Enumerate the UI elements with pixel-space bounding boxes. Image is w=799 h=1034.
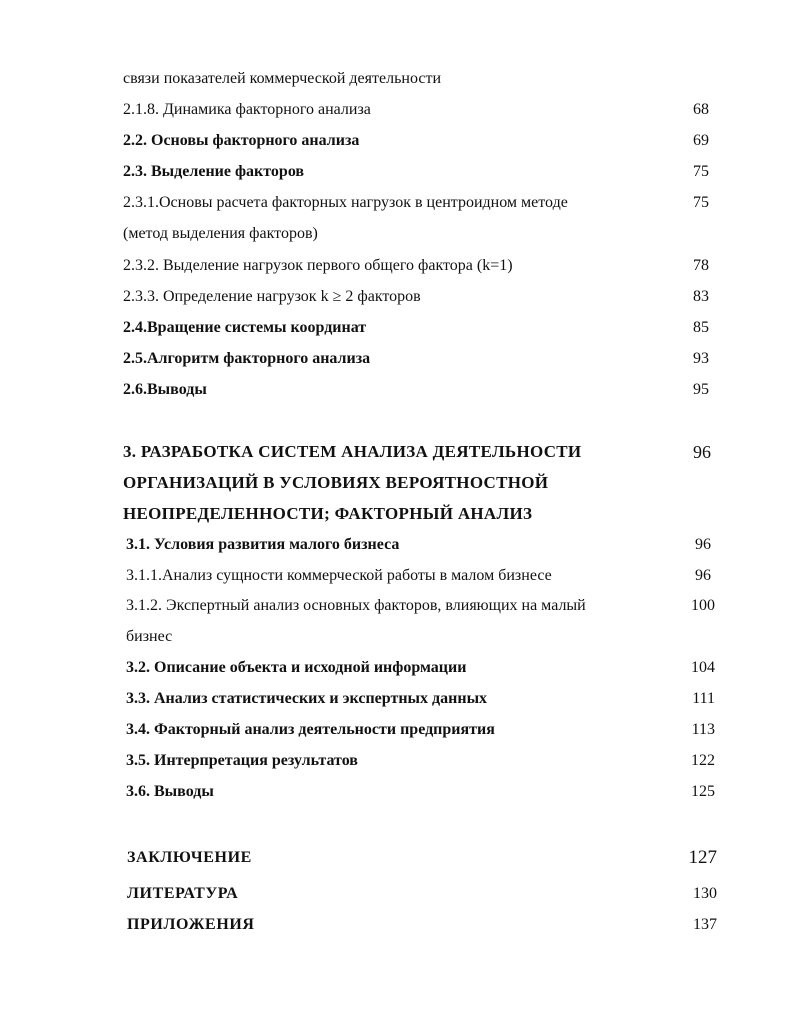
toc-entry-2-3-3 [0, 287, 799, 315]
toc-entry-title: 2.3.1.Основы расчета факторных нагрузок в центроидном методе [123, 194, 568, 211]
toc-entry-appendices [0, 915, 799, 943]
toc-entry-page: 75 [693, 194, 709, 211]
toc-entry-2-3 [0, 162, 799, 190]
toc-entry-page: 113 [691, 721, 715, 738]
toc-entry-title: 3.1.1.Анализ сущности коммерческой работы в малом бизнесе [126, 567, 552, 584]
toc-entry-page: 75 [693, 163, 709, 180]
toc-entry-2-3-1-continuation [0, 224, 799, 252]
toc-entry-2-4 [0, 318, 799, 346]
toc-entry-literature [0, 884, 799, 912]
toc-chapter-3-line-3 [0, 504, 799, 532]
toc-chapter-3-line-1 [0, 442, 799, 470]
toc-entry-title: 3.5. Интерпретация результатов [126, 752, 358, 769]
toc-entry-page: 125 [691, 783, 715, 800]
toc-entry-title: 3.1. Условия развития малого бизнеса [126, 536, 400, 553]
toc-entry-title-continuation: (метод выделения факторов) [123, 225, 318, 242]
toc-entry-title: 2.5.Алгоритм факторного анализа [123, 350, 371, 367]
toc-entry-2-3-1 [0, 193, 799, 221]
toc-entry-3-2 [0, 658, 799, 686]
toc-entry-title: 2.3.2. Выделение нагрузок первого общего фактора (k=1) [123, 257, 513, 274]
toc-entry-title: ПРИЛОЖЕНИЯ [127, 916, 255, 933]
toc-entry-page: 111 [692, 690, 715, 707]
toc-entry-page: 104 [691, 659, 715, 676]
toc-entry-title: 3.1.2. Экспертный анализ основных факторов, влияющих на малый [126, 597, 586, 614]
toc-entry-title: 2.1.8. Динамика факторного анализа [123, 101, 371, 118]
toc-entry-2-5 [0, 349, 799, 377]
toc-entry-title: 2.6.Выводы [123, 381, 207, 398]
toc-entry-2-2 [0, 131, 799, 159]
toc-entry-title-continuation: бизнес [126, 628, 173, 645]
toc-entry-3-1-1 [0, 566, 799, 594]
toc-entry-title: 2.3.3. Определение нагрузок k ≥ 2 факторов [123, 288, 421, 305]
toc-entry-2-6 [0, 380, 799, 408]
toc-entry-page: 127 [688, 847, 717, 868]
toc-entry-page: 78 [693, 257, 709, 274]
toc-entry-title: 3.2. Описание объекта и исходной информации [126, 659, 467, 676]
toc-entry-3-5 [0, 751, 799, 779]
toc-entry-page: 83 [693, 288, 709, 305]
toc-entry-conclusion [0, 848, 799, 876]
toc-entry-page: 93 [693, 350, 709, 367]
toc-entry-3-3 [0, 689, 799, 717]
toc-entry-2-3-2 [0, 256, 799, 284]
toc-entry-title: 3.4. Факторный анализ деятельности предприятия [126, 721, 495, 738]
toc-entry-page: 85 [693, 319, 709, 336]
toc-entry-title: 2.2. Основы факторного анализа [123, 132, 360, 149]
toc-entry-3-1 [0, 535, 799, 563]
toc-entry-2-1-8 [0, 100, 799, 128]
toc-entry-3-4 [0, 720, 799, 748]
toc-entry-3-1-2 [0, 596, 799, 624]
toc-entry-page: 69 [693, 132, 709, 149]
toc-entry-title: ЛИТЕРАТУРА [127, 885, 239, 902]
toc-entry-title: 2.4.Вращение системы координат [123, 319, 367, 336]
toc-entry-3-1-2-continuation [0, 627, 799, 655]
chapter-title: НЕОПРЕДЕЛЕННОСТИ; ФАКТОРНЫЙ АНАЛИЗ [123, 504, 533, 523]
toc-entry-page: 68 [693, 101, 709, 118]
toc-entry-title: 3.3. Анализ статистических и экспертных данных [126, 690, 488, 707]
toc-entry-title: связи показателей коммерческой деятельности [123, 70, 442, 87]
toc-entry-page: 100 [691, 597, 715, 614]
chapter-title: ОРГАНИЗАЦИЙ В УСЛОВИЯХ ВЕРОЯТНОСТНОЙ [123, 473, 549, 492]
chapter-page: 96 [693, 442, 711, 462]
toc-entry-title: ЗАКЛЮЧЕНИЕ [127, 849, 252, 866]
toc-entry-title: 2.3. Выделение факторов [123, 163, 305, 180]
toc-entry-page: 95 [693, 381, 709, 398]
toc-entry-page: 122 [691, 752, 715, 769]
toc-entry-page: 130 [693, 885, 717, 902]
toc-entry-page: 96 [695, 567, 711, 584]
toc-entry-page: 96 [695, 536, 711, 553]
toc-chapter-3-line-2 [0, 473, 799, 501]
toc-continuation-line [0, 69, 799, 97]
chapter-title: 3. РАЗРАБОТКА СИСТЕМ АНАЛИЗА ДЕЯТЕЛЬНОСТИ [123, 442, 582, 461]
toc-entry-page: 137 [693, 916, 717, 933]
toc-entry-title: 3.6. Выводы [126, 783, 214, 800]
toc-entry-3-6 [0, 782, 799, 810]
